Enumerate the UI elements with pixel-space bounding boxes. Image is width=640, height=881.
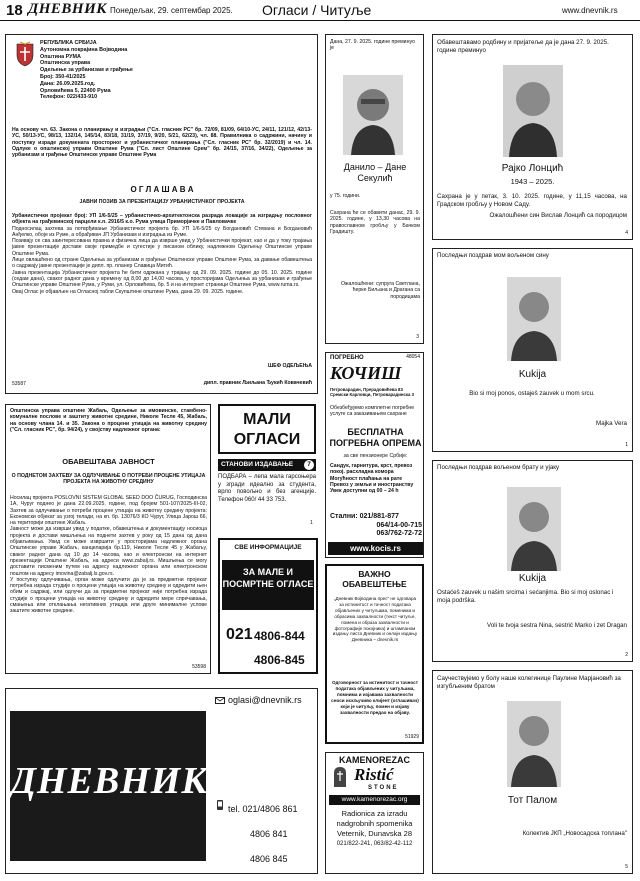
ruma-body: Урбанистички пројекат број: УП 1/6-5/25 – урбанистичко-архитектонска разрада локације за изградњу пословног објекта на грађевинској парцели к.п. 2916/5 к.о. Рума улица Приморјачке и Павловачке Подносилац захтева за потврђивање Урбанистичког пројекта бр. УП 1/6-5/25 су Богдановић Стевана и Богдановић Анђелко, обоје из Руме, а обрађивач ЈП Урбанизам и изградња из Руме. Позивају се сва заинтересована правна и физичка лица да изврше увид у Урбанистички пројекат, као и да у току трајања јавне презентације доставе своје примедбе и сугестије у писаном облику, надлежном Одељењу Општинске управе Општине Рума. Лице овлашћено од стране Одељења за урбанизам и грађење Општинске управе Општине Рума, за давање обавештења о садржају јавне презентације је дипл. пр. планер Славица Митић. Јавна презентација Урбанистичког пројекта ће бити одржана у трајању од 29. 09. 2025. године до 05. 10. 2025. године (седам дана), сваког радног дана у времену од 8,00 до 14,00 часова, у просторијама Одељења за урбанизам и грађење Општинске управе Општине Рума, у Руми, ул. Орловићева, бр. 5 и на интернет страници Општине Рума, www.ruma.rs. Овај Оглас је објављен на Огласној табли Скупштине општине Рума, дана 29. 09. 2025. године.	[12, 213, 312, 295]
phone-icon	[215, 797, 225, 807]
kocis-phones: Стални: 021/881-877 064/14-00-715 063/762-72-72	[330, 513, 422, 537]
masthead: ДНЕВНИК	[28, 1, 107, 17]
vazno-text1: „Дневник Војводина прес" не одговара за истинитост и тачност података објављених у читуљама, поменима и обрасима захвалности (текст читуље, помена и образа захвалности и фотографије покојника) и штампаном издању листа Дневник и онлајн издању Дневника – dnevnik.rs	[332, 596, 418, 643]
kocis-company: ПОГРЕБНО	[330, 355, 364, 361]
kukija1-lead: Последњи поздрав мом вољеном сину	[437, 252, 549, 259]
kocis-ad	[325, 352, 424, 558]
zabalj-notice	[5, 404, 211, 674]
kocis-website: www.kocis.rs	[328, 542, 423, 555]
kukija1-name: Kukija	[518, 369, 547, 380]
kamenorezac-title: KAMENOREZAC	[339, 755, 410, 765]
obit-loncic	[432, 34, 633, 240]
sekulic-signature: Ожалошћени: супруга Светлана, ћерке Биљана и Драгана са породицама	[341, 281, 420, 300]
zabalj-title: ОБАВЕШТАВА ЈАВНОСТ	[62, 457, 155, 466]
kukija1-signature: Majka Vera	[596, 420, 627, 427]
kocis-items2	[330, 463, 422, 494]
page-number: 18	[6, 2, 23, 19]
mali-oglasi-title: МАЛИ ОГЛАСИ	[218, 404, 316, 454]
list-item: Увек доступни од 00 – 24 h	[330, 488, 399, 495]
list-item: Могућност плаћања на рате	[330, 475, 403, 482]
letterhead: РЕПУБЛИКА СРБИЈА Аутономна покрајина Војводина Општина РУМА Општинска управа Одељење за урбанизам и грађење Број: 350-41/2025 Дана: 26.09.2025.год. Орловићева 5, 22400 Рума Телефон: 022/433-910	[40, 40, 133, 101]
info-phones: 4806-844 4806-845	[254, 629, 305, 667]
coat-of-arms-icon	[14, 41, 36, 67]
kukija2-num: 2	[625, 652, 628, 658]
stone-icon	[332, 767, 348, 787]
kukija2-text: Ostaćeš zauvek u našim srcima i sećanjima. Bio si moj oslonac i moja podrška.	[437, 589, 614, 604]
category-bar: СТАНОВИ ИЗДАВАЊЕ 7	[218, 459, 316, 471]
dnevnik-logo-block	[10, 711, 209, 861]
dnevnik-ad	[5, 688, 318, 874]
info-body: ЗА МАЛЕ И ПОСМРТНЕ ОГЛАСЕ	[222, 560, 314, 610]
sekulic-text: Сахрана ће се обавити данас, 29. 9. 2025. године, у 13,30 часова на православном гробљу у Бачком Градишту.	[330, 210, 420, 235]
loncic-name: Рајко Лонцић	[501, 163, 564, 174]
page-header	[0, 0, 640, 20]
kocis-items	[330, 405, 422, 418]
sekulic-photo	[343, 75, 403, 155]
palom-lead: Саучествујемо у болу наше колегинице Паулине Марјановић за изгубљеним братом	[437, 675, 621, 690]
palom-num: 5	[625, 864, 628, 870]
sekulic-num: 3	[416, 334, 419, 340]
loncic-years: 1943 – 2025.	[510, 177, 555, 186]
apartment-ad-num: 1	[310, 520, 313, 526]
obit-kukija-2	[432, 460, 633, 662]
kocis-banner-sub: за све пензионере Србије:	[343, 453, 408, 459]
zabalj-subtitle: О ПОДНЕТОМ ЗАХТЕВУ ЗА ОДЛУЧИВАЊЕ О ПОТРЕБИ ПРОЦЕНЕ УТИЦАЈА ПРОЈЕКТА НА ЖИВОТНУ СРЕДИНУ	[11, 473, 206, 486]
palom-signature: Колектив ЈКП „Новосадска топлана"	[522, 830, 627, 837]
ruma-title: О Г Л А Ш А В А	[130, 185, 194, 194]
sekulic-lead: Дана, 27. 9. 2025. године преминуо је	[330, 39, 415, 52]
category-number: 7	[304, 460, 314, 470]
kocis-banner: БЕСПЛАТНА ПОГРЕБНА ОПРЕМА	[329, 427, 422, 448]
vazno-code: 51929	[405, 734, 419, 740]
kukija2-signature: Voli te tvoja sestra Nina, sestrić Marko i zet Dragan	[487, 622, 627, 629]
info-prefix: 021	[226, 626, 253, 643]
dnevnik-email: oglasi@dnevnik.rs	[228, 695, 302, 705]
palom-name: Тот Палом	[507, 795, 558, 806]
mali-oglasi-section	[218, 404, 318, 530]
zabalj-intro: Општинска управа општине Жабаљ, Одељење за имовинске, стамбено-комуналне послове и заштиту животне средине, Николе Тесле 45, Жабаљ, на основу члана 14. и 35. Закона о процени утицаја на животну средину ("Сл. гласник РС", бр. 94/24), у својству надлежног органа:	[10, 408, 207, 433]
kukija2-lead: Последњи поздрав вољеном брату и ујаку	[437, 464, 560, 471]
list-item: Сандук, гарнитура, крст, превоз покој. расхладна комора	[330, 463, 413, 476]
loncic-signature: Ожалошћени син Вислав Лонцић са породицом	[489, 212, 627, 219]
ruma-code: 53587	[12, 381, 26, 387]
dnevnik-logo: ДНЕВНИК	[10, 760, 209, 802]
loncic-lead: Обавештавамо родбину и пријатеље да је дана 27. 9. 2025. године преминуо	[437, 39, 609, 54]
kocis-code: 48054	[406, 354, 420, 360]
kukija1-num: 1	[625, 442, 628, 448]
sekulic-name: Данило – Дане Секулић	[343, 162, 407, 183]
vazno-title: ВАЖНО ОБАВЕШТЕЊЕ	[342, 569, 407, 589]
vazno-text2: Одговорност за истинитост и тачност података објављених у читуљама, помнима и изјавама захвалности сноси искључиво клијент (оглашивач) који је читуљу, помен и изјаву захвалности предао на објаву.	[331, 680, 419, 715]
kocis-address: Петроварадин, Прерадовићева 83 Сремски Карловци, Петроварадинска 3	[330, 387, 414, 398]
header-rule	[0, 20, 640, 21]
ruma-subtitle: ЈАВНИ ПОЗИВ ЗА ПРЕЗЕНТАЦИЈУ УРБАНИСТИЧКОГ ПРОЈЕКТА	[79, 199, 245, 205]
list-item: Обезбеђујемо комплетне погребне услуге са заказивањем сахране	[330, 405, 415, 418]
dnevnik-phones: tel. 021/4806 861 4806 841 4806 845	[228, 804, 298, 864]
website: www.dnevnik.rs	[562, 6, 618, 15]
apartment-ad: ПОДБАРА – лепа мала гарсоњера у згради идеално за студента, врло повољно и без агенције. Телефон 060/ 44 33 753.	[218, 474, 316, 503]
kukija2-name: Kukija	[518, 573, 547, 584]
ruma-notice	[5, 34, 318, 394]
kukija1-photo	[507, 277, 561, 361]
info-heading: СВЕ ИНФОРМАЦИЈЕ	[234, 544, 302, 551]
kamenorezac-brand: Ristić	[354, 765, 394, 784]
loncic-text: Сахрана је у петак, 3. 10. 2025. године, у 11,15 часова, на Градском гробљу у Новом Саду.	[437, 193, 627, 208]
kamenorezac-lines: Radionica za izradu nadgrobnih spomenika Veternik, Dunavska 28 021/822-241, 063/82-42-112	[336, 809, 413, 847]
vazno-notice	[325, 564, 424, 744]
info-ad	[218, 538, 318, 674]
ruma-signoff-name: дипл. правник Љиљана Ђукић Ковачевић	[203, 380, 312, 386]
obit-palom	[432, 670, 633, 874]
obit-kukija-1	[432, 248, 633, 452]
kamenorezac-ad	[325, 752, 424, 874]
list-item: Превоз у земљи и иностранству	[330, 481, 414, 488]
loncic-num: 4	[625, 230, 628, 236]
kamenorezac-website: www.kamenorezac.org	[329, 795, 420, 805]
zabalj-code: 53598	[192, 664, 206, 670]
section-title: Огласи / Читуље	[262, 2, 372, 18]
palom-photo	[507, 701, 561, 787]
issue-date: Понедељак, 29. септембар 2025.	[110, 6, 233, 15]
mail-icon	[215, 697, 225, 704]
ruma-signoff-title: ШЕФ ОДЕЉЕЊА	[267, 363, 312, 369]
sekulic-age: у 75. години.	[330, 193, 361, 199]
ruma-intro: На основу чл. 63. Закона о планирању и изградњи ("Сл. гласник РС" бр. 72/09, 81/09, 64/10-УС, 24/11, 121/12, 42/13-УС, 50/13-УС, 98/13, 132/14, 145/14, 83/18, 31/19, 37/19, 9/20, 5/21, 62/23), чл. 88. Правилника о садржини, начину и поступку израде докумената просторног и урбанистичког планирања ("Сл. гласник РС" бр. 32/2019) и чл. 14. Одлуке о општинској управи Општине Рума ("Сл. лист Општине Срем" бр. 24/15, 37/16, 34/22), Одељење за урбанизам и грађење Општинске управе Општине Рума	[12, 127, 312, 159]
kocis-brand: КОЧИШ	[330, 363, 402, 383]
kamenorezac-sub: STONE	[368, 785, 399, 791]
zabalj-body: Носилац пројекта POSLOVNI SISTEM GLOBAL SEED DOO ČURUG, Господинска 1А, Чуруг поднео је дана 22.09.2025. године, под бројем 501-107/2025-III-02, Захтев за одлучивање о потреби процене утицаја на животну средину пројекта: Економски објекат за узгој телади, на кп. бр. 13076/3 КО Чуруг, Улица Јарош 66, на територији општине Жабаљ. Јавност може да изврши увид у податке, обавештења и документацију носиоца пројекта и достави мишљења на поднети захтев у року од 15 дана од дана објављивања. Увид се може извршити у просторијама надлежног органа Општинске управе Жабаљ, канцеларија бр.119, Николе Тесле 45 у Жабаљу, сваког радног дана од 10 до 14 часова, као и електронски на интернет презентацији Општине Жабаљ, на адреси www.zabalj.rs. Мишљења се могу доставити писменим путем на адресу надлежног органа или електронском поштом на адресу imovina@zabalj.ls.gov.rs. У поступку одлучивања, орган може одлучити да је за предметни пројекат потребна израда студије о процени утицаја на животну средину и одредити њен обим и садржај, или одлучи да за предметни пројекат није потребна израда студије о процени утицаја на животну средину и одредити мере спречавања, смањења или отклањања негативних утицаја или друге минималне услове заштите животне средине.	[10, 495, 207, 615]
kukija1-text: Bio si moj ponos, ostaješ zauvek u mom srcu.	[469, 390, 595, 397]
notice-sekulic	[325, 34, 424, 344]
loncic-photo	[503, 65, 563, 157]
kukija2-photo	[507, 487, 561, 571]
